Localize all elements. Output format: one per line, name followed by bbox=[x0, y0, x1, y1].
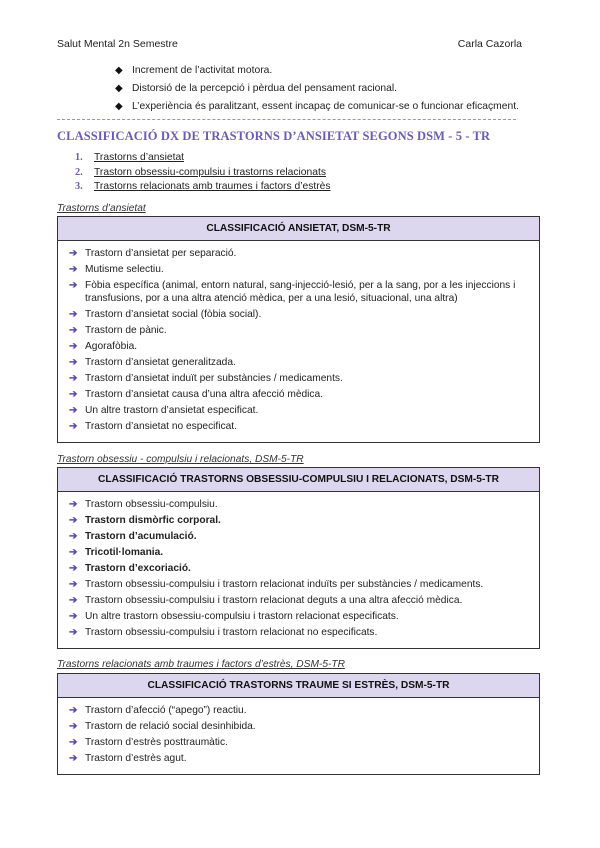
arrow-icon: ➔ bbox=[69, 389, 78, 400]
arrow-icon: ➔ bbox=[69, 280, 78, 291]
index-item[interactable] bbox=[75, 166, 331, 181]
table-row bbox=[69, 752, 533, 765]
table-header: CLASSIFICACIÓ TRASTORNS OBSESSIU-COMPULSIU I RELACIONATS, DSM-5-TR bbox=[58, 468, 539, 492]
table-row bbox=[69, 356, 533, 369]
table-body bbox=[58, 241, 539, 442]
list-item bbox=[115, 100, 555, 118]
index-item[interactable] bbox=[75, 151, 331, 166]
table-row-text: Trastorn d’estrès posttraumàtic. bbox=[85, 737, 228, 748]
index-number: 1. bbox=[75, 152, 83, 163]
diamond-bullet-icon: ◆ bbox=[115, 65, 123, 76]
table-ocd bbox=[57, 467, 540, 649]
arrow-icon: ➔ bbox=[69, 627, 78, 638]
table-row-text: Trastorn obsessiu-compulsiu i trastorn relacionat no especificats. bbox=[85, 627, 378, 638]
table-row-text: Trastorn d’ansietat generalitzada. bbox=[85, 357, 236, 368]
arrow-icon: ➔ bbox=[69, 373, 78, 384]
table-row bbox=[69, 308, 533, 321]
arrow-icon: ➔ bbox=[69, 737, 78, 748]
list-item-text: L’experiència és paralitzant, essent incapaç de comunicar-se o funcionar eficaçment. bbox=[132, 101, 519, 112]
table-header: CLASSIFICACIÓ TRASTORNS TRAUME SI ESTRÈS, DSM-5-TR bbox=[58, 674, 539, 698]
table-row bbox=[69, 340, 533, 353]
table-row bbox=[69, 578, 533, 591]
table-row-text: Trastorn de pànic. bbox=[85, 325, 167, 336]
table-row bbox=[69, 404, 533, 417]
table-row bbox=[69, 279, 533, 305]
index-number: 3. bbox=[75, 181, 83, 192]
table-row bbox=[69, 594, 533, 607]
arrow-icon: ➔ bbox=[69, 325, 78, 336]
arrow-icon: ➔ bbox=[69, 264, 78, 275]
header-author: Carla Cazorla bbox=[457, 38, 522, 50]
table-row-text: Trastorn d’ansietat per separació. bbox=[85, 248, 237, 259]
diamond-bullet-icon: ◆ bbox=[115, 101, 123, 112]
symptom-list bbox=[115, 64, 555, 118]
section-title: CLASSIFICACIÓ DX DE TRASTORNS D’ANSIETAT SEGONS DSM - 5 - TR bbox=[57, 129, 491, 143]
arrow-icon: ➔ bbox=[69, 309, 78, 320]
table-row-text: Trastorn obsessiu-compulsiu i trastorn relacionat deguts a una altra afecció mèdica. bbox=[85, 595, 463, 606]
section-label-anxiety: Trastorns d’ansietat bbox=[57, 203, 146, 214]
arrow-icon: ➔ bbox=[69, 563, 78, 574]
table-row-text: Trastorn d’ansietat causa d’una altra afecció mèdica. bbox=[85, 389, 324, 400]
arrow-icon: ➔ bbox=[69, 531, 78, 542]
table-row bbox=[69, 263, 533, 276]
table-row bbox=[69, 704, 533, 717]
index-number: 2. bbox=[75, 166, 83, 178]
table-row-text: Fòbia específica (animal, entorn natural, sang-injecció-lesió, per a la sang, por a les injeccions i transfusions, por a una altra atenció mèdica, per a una lesió, situacional, una altra) bbox=[85, 280, 516, 304]
arrow-icon: ➔ bbox=[69, 705, 78, 716]
table-row-text: Trastorn dismòrfic corporal. bbox=[85, 515, 221, 526]
table-row-text: Trastorn d’acumulació. bbox=[85, 531, 197, 542]
arrow-icon: ➔ bbox=[69, 753, 78, 764]
table-row bbox=[69, 388, 533, 401]
table-row-text: Trastorn d’afecció (“apego”) reactiu. bbox=[85, 705, 247, 716]
index-list bbox=[75, 151, 331, 195]
arrow-icon: ➔ bbox=[69, 579, 78, 590]
arrow-icon: ➔ bbox=[69, 611, 78, 622]
list-item bbox=[115, 82, 555, 100]
table-row-text: Agorafòbia. bbox=[85, 341, 138, 352]
table-row bbox=[69, 626, 533, 639]
table-row-text: Trastorn de relació social desinhibida. bbox=[85, 721, 256, 732]
table-row bbox=[69, 420, 533, 433]
table-body bbox=[58, 698, 539, 774]
table-row bbox=[69, 720, 533, 733]
section-label-trauma: Trastorns relacionats amb traumes i factors d’estrès, DSM-5-TR bbox=[57, 659, 345, 670]
table-row bbox=[69, 324, 533, 337]
table-row-text: Trastorn d’excoriació. bbox=[85, 563, 191, 574]
table-row-text: Trastorn d’ansietat no especificat. bbox=[85, 421, 237, 432]
arrow-icon: ➔ bbox=[69, 248, 78, 259]
table-row-text: Un altre trastorn obsessiu-compulsiu i trastorn relacionat especificats. bbox=[85, 611, 399, 622]
index-link[interactable]: Trastorns relacionats amb traumes i factors d’estrès bbox=[94, 181, 331, 192]
arrow-icon: ➔ bbox=[69, 515, 78, 526]
arrow-icon: ➔ bbox=[69, 547, 78, 558]
table-row bbox=[69, 530, 533, 543]
table-row bbox=[69, 514, 533, 527]
index-link[interactable]: Trastorns d’ansietat bbox=[94, 152, 185, 163]
list-item-text: Distorsió de la percepció i pèrdua del pensament racional. bbox=[132, 83, 398, 94]
table-row bbox=[69, 372, 533, 385]
header-course: Salut Mental 2n Semestre bbox=[57, 38, 178, 50]
table-body bbox=[58, 492, 539, 648]
list-item bbox=[115, 64, 555, 82]
table-row bbox=[69, 610, 533, 623]
table-row-text: Trastorn d’estrès agut. bbox=[85, 753, 187, 764]
arrow-icon: ➔ bbox=[69, 357, 78, 368]
table-trauma bbox=[57, 673, 540, 775]
index-item[interactable] bbox=[75, 180, 331, 195]
table-header: CLASSIFICACIÓ ANSIETAT, DSM-5-TR bbox=[58, 217, 539, 241]
dashed-divider bbox=[57, 119, 516, 120]
table-row-text: Mutisme selectiu. bbox=[85, 264, 164, 275]
table-row-text: Trastorn d’ansietat induït per substàncies / medicaments. bbox=[85, 373, 343, 384]
section-label-ocd: Trastorn obsessiu - compulsiu i relacionats, DSM-5-TR bbox=[57, 454, 304, 465]
table-anxiety bbox=[57, 216, 540, 443]
table-row bbox=[69, 546, 533, 559]
table-row-text: Tricotil·lomania. bbox=[85, 547, 164, 558]
table-row-text: Trastorn obsessiu-compulsiu. bbox=[85, 499, 218, 510]
list-item-text: Increment de l’activitat motora. bbox=[132, 65, 273, 76]
arrow-icon: ➔ bbox=[69, 595, 78, 606]
arrow-icon: ➔ bbox=[69, 421, 78, 432]
table-row bbox=[69, 562, 533, 575]
table-row-text: Trastorn d’ansietat social (fòbia social). bbox=[85, 309, 262, 320]
arrow-icon: ➔ bbox=[69, 499, 78, 510]
arrow-icon: ➔ bbox=[69, 721, 78, 732]
table-row bbox=[69, 736, 533, 749]
table-row-text: Trastorn obsessiu-compulsiu i trastorn relacionat induïts per substàncies / medicaments. bbox=[85, 579, 484, 590]
index-link[interactable]: Trastorn obsessiu-compulsiu i trastorns relacionats bbox=[94, 166, 326, 178]
table-row-text: Un altre trastorn d’ansietat especificat. bbox=[85, 405, 259, 416]
diamond-bullet-icon: ◆ bbox=[115, 83, 123, 94]
table-row bbox=[69, 247, 533, 260]
table-row bbox=[69, 498, 533, 511]
arrow-icon: ➔ bbox=[69, 341, 78, 352]
arrow-icon: ➔ bbox=[69, 405, 78, 416]
